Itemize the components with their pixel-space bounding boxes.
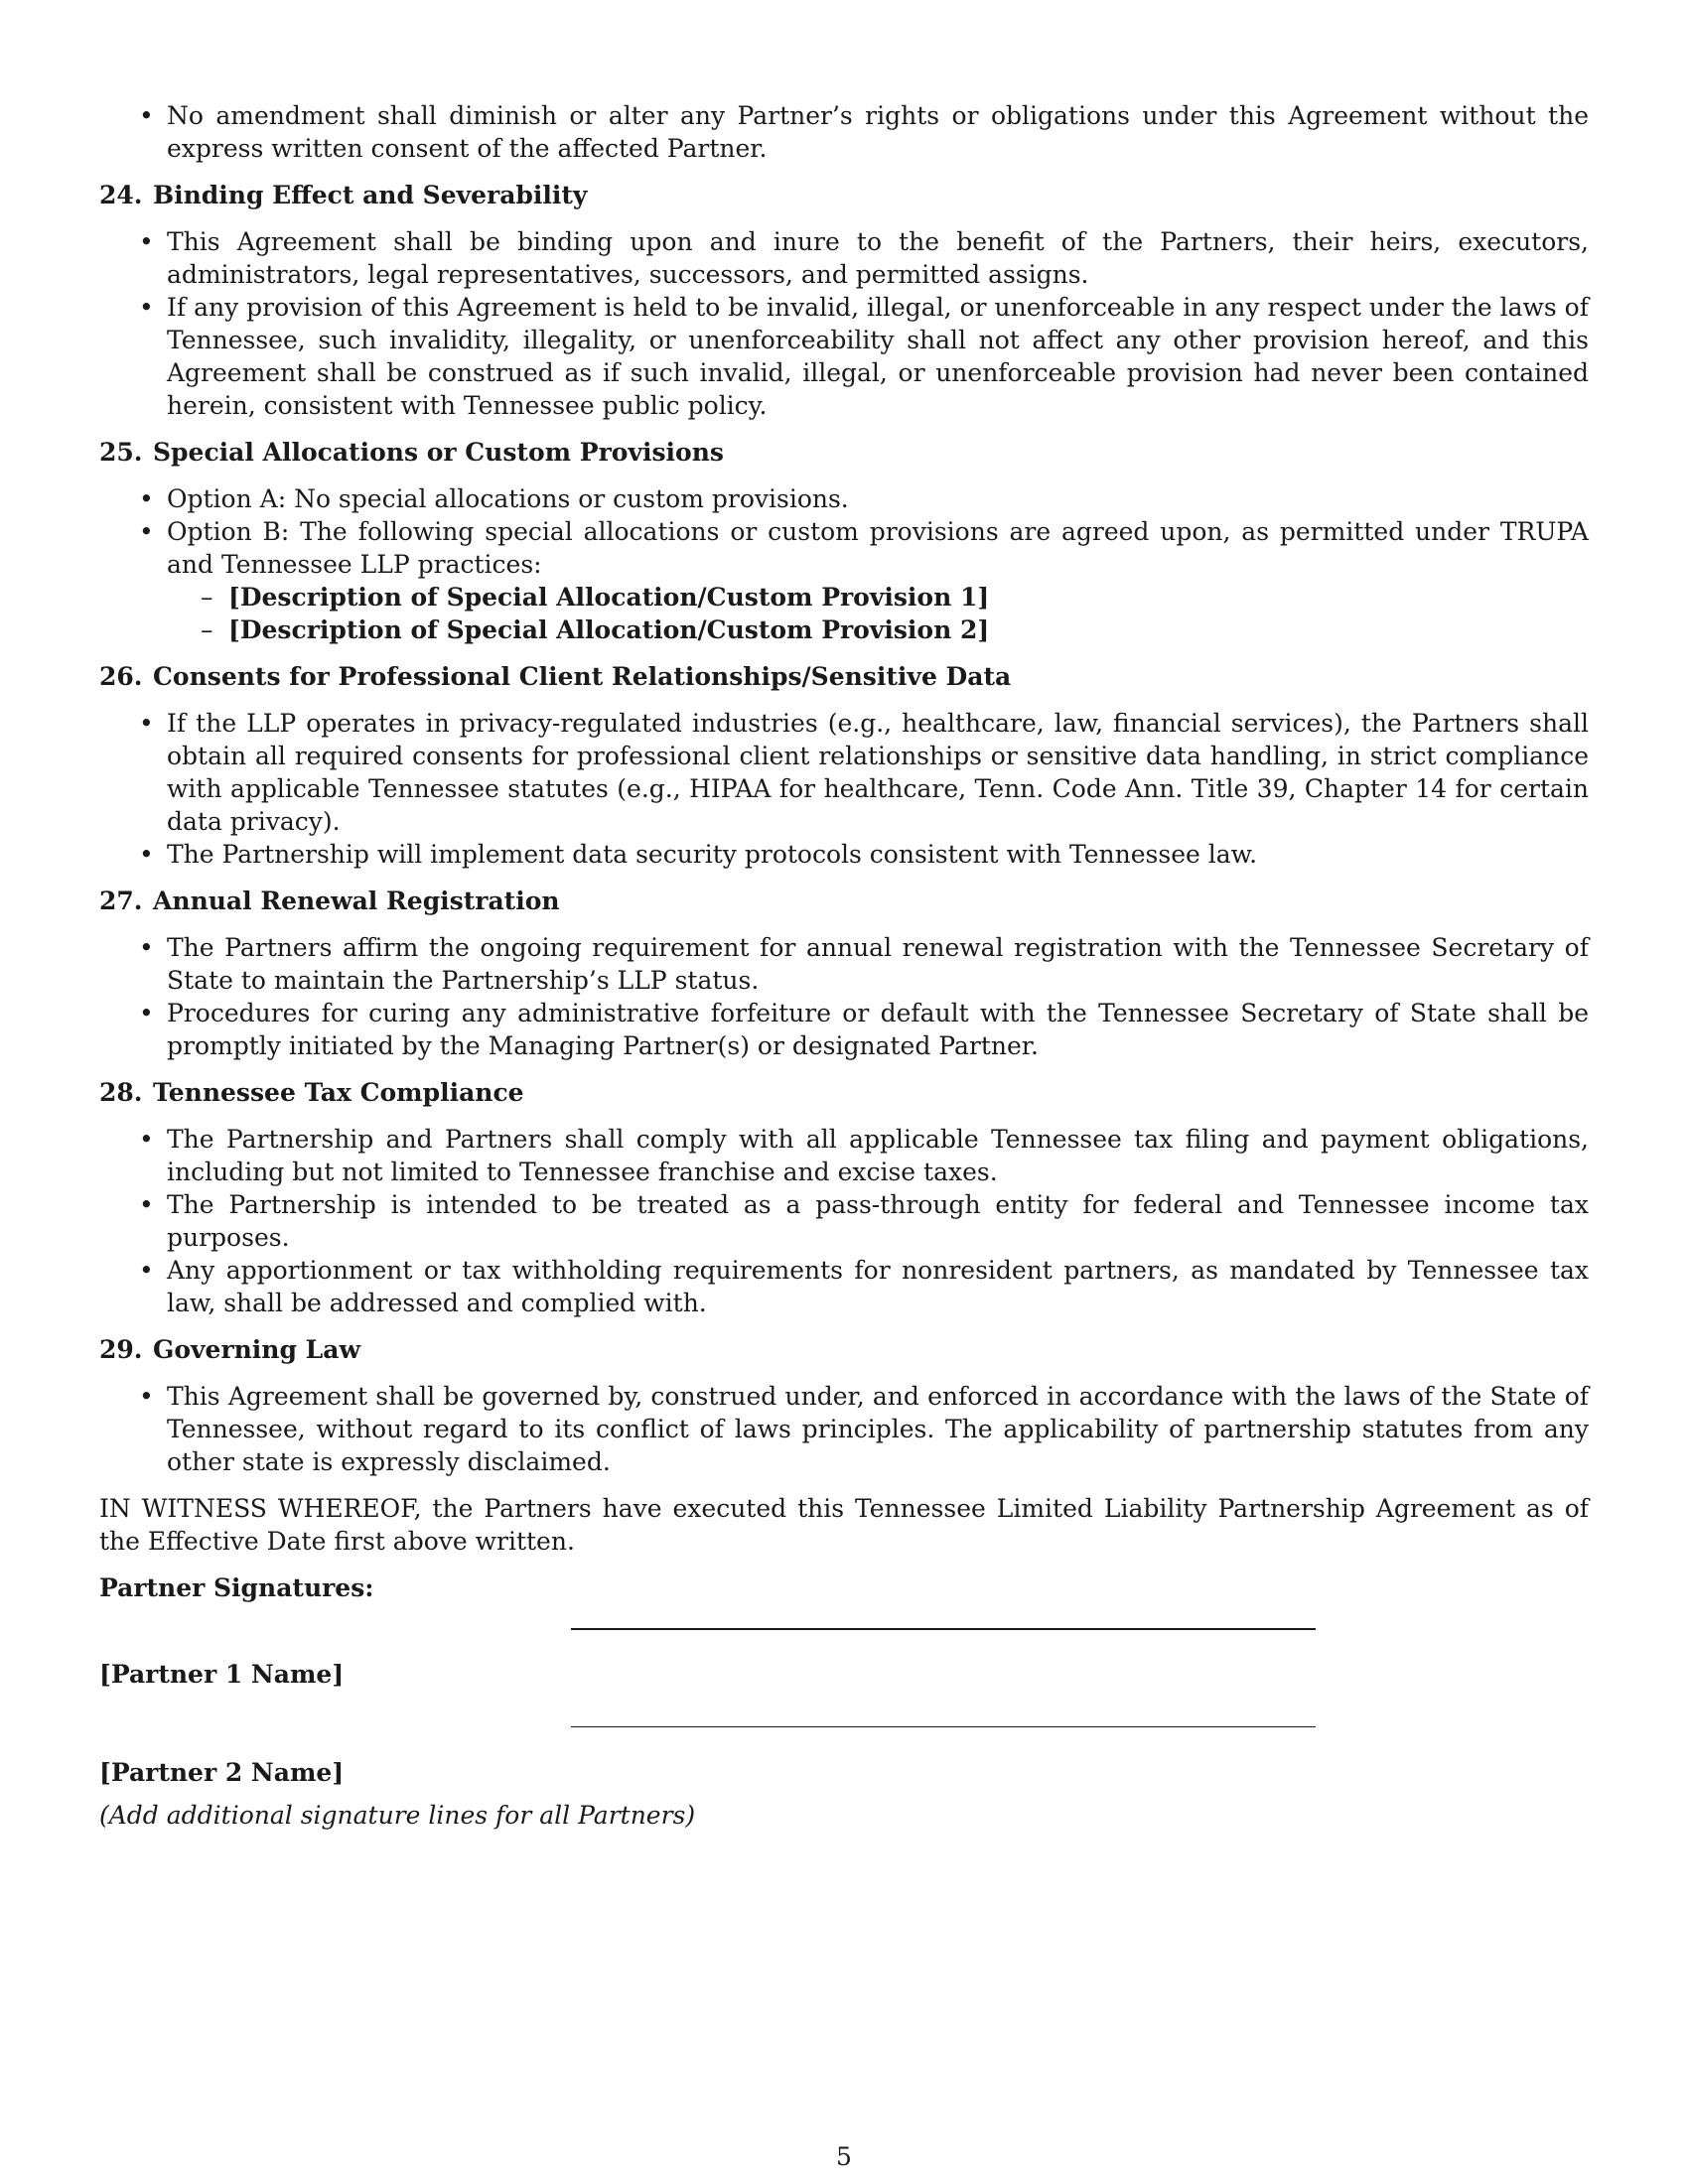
partner-1-name: [Partner 1 Name]	[99, 1660, 345, 1689]
signatures-heading: Partner Signatures:	[99, 1573, 374, 1602]
partner-2-name: [Partner 2 Name]	[99, 1758, 345, 1787]
bullet-item: • This Agreement shall be binding upon and inure to the benefit of the Partners, their heirs, executors, administrators, legal representatives, successors, and permitted assigns.	[167, 225, 1589, 291]
signature-line-2[interactable]	[571, 1726, 1316, 1727]
section-heading-26: 26. Consents for Professional Client Relationships/Sensitive Data	[99, 662, 1012, 691]
sub-item: – [Description of Special Allocation/Custom Provision 2]	[228, 614, 1589, 646]
bullet-item: • Any apportionment or tax withholding requirements for nonresident partners, as mandated by Tennessee tax law, shall be addressed and complied with.	[167, 1254, 1589, 1319]
bullet-item: • Option B: The following special allocations or custom provisions are agreed upon, as permitted under TRUPA and Tennessee LLP practices: – [Description of Special Allocation/Custom Provision 1] – [Description of Special Allocation/Custom Provision 2]	[167, 515, 1589, 646]
document-page	[99, 99, 1589, 1862]
bullet-item: • The Partners affirm the ongoing requirement for annual renewal registration with the Tennessee Secretary of State to maintain the Partnership’s LLP status.	[167, 931, 1589, 997]
section-heading-28: 28. Tennessee Tax Compliance	[99, 1078, 524, 1107]
intro-bullet-list	[99, 99, 1589, 165]
section-25-bullets	[99, 482, 1589, 646]
bullet-item: • If the LLP operates in privacy-regulated industries (e.g., healthcare, law, financial services), the Partners shall obtain all required consents for professional client relationships or sensitive data handling, in strict compliance with applicable Tennessee statutes (e.g., HIPAA for healthcare, Tenn. Code Ann. Title 39, Chapter 14 for certain data privacy).	[167, 707, 1589, 838]
signature-block	[99, 1604, 1589, 1862]
bullet-item: • Option A: No special allocations or custom provisions.	[167, 482, 1589, 515]
signature-line-1[interactable]	[571, 1628, 1316, 1630]
sub-item: – [Description of Special Allocation/Custom Provision 1]	[228, 581, 1589, 614]
section-25-sub-list	[167, 581, 1589, 646]
bullet-item: • Procedures for curing any administrative forfeiture or default with the Tennessee Secretary of State shall be promptly initiated by the Managing Partner(s) or designated Partner.	[167, 997, 1589, 1062]
additional-signatures-note: (Add additional signature lines for all Partners)	[99, 1801, 696, 1830]
bullet-item: • The Partnership and Partners shall comply with all applicable Tennessee tax filing and payment obligations, including but not limited to Tennessee franchise and excise taxes.	[167, 1123, 1589, 1188]
section-heading-27: 27. Annual Renewal Registration	[99, 887, 560, 915]
bullet-item: • The Partnership will implement data security protocols consistent with Tennessee law.	[167, 838, 1589, 871]
section-heading-24: 24. Binding Effect and Severability	[99, 181, 588, 209]
bullet-item: • No amendment shall diminish or alter any Partner’s rights or obligations under this Agreement without the express written consent of the affected Partner.	[167, 99, 1589, 165]
bullet-item: • The Partnership is intended to be treated as a pass-through entity for federal and Tennessee income tax purposes.	[167, 1188, 1589, 1254]
section-24-bullets	[99, 225, 1589, 422]
section-26-bullets	[99, 707, 1589, 871]
section-29-bullets	[99, 1380, 1589, 1478]
page-number: 5	[836, 2142, 852, 2171]
section-28-bullets	[99, 1123, 1589, 1319]
bullet-item: • This Agreement shall be governed by, construed under, and enforced in accordance with the laws of the State of Tennessee, without regard to its conflict of laws principles. The applicability of partnership statutes from any other state is expressly disclaimed.	[167, 1380, 1589, 1478]
section-heading-29: 29. Governing Law	[99, 1335, 360, 1364]
bullet-item: • If any provision of this Agreement is held to be invalid, illegal, or unenforceable in any respect under the laws of Tennessee, such invalidity, illegality, or unenforceability shall not affect any other provision hereof, and this Agreement shall be construed as if such invalid, illegal, or unenforceable provision had never been contained herein, consistent with Tennessee public policy.	[167, 291, 1589, 422]
section-heading-25: 25. Special Allocations or Custom Provisions	[99, 438, 724, 467]
witness-clause: IN WITNESS WHEREOF, the Partners have executed this Tennessee Limited Liability Partnership Agreement as of the Effective Date first above written.	[99, 1494, 1589, 1556]
section-27-bullets	[99, 931, 1589, 1062]
